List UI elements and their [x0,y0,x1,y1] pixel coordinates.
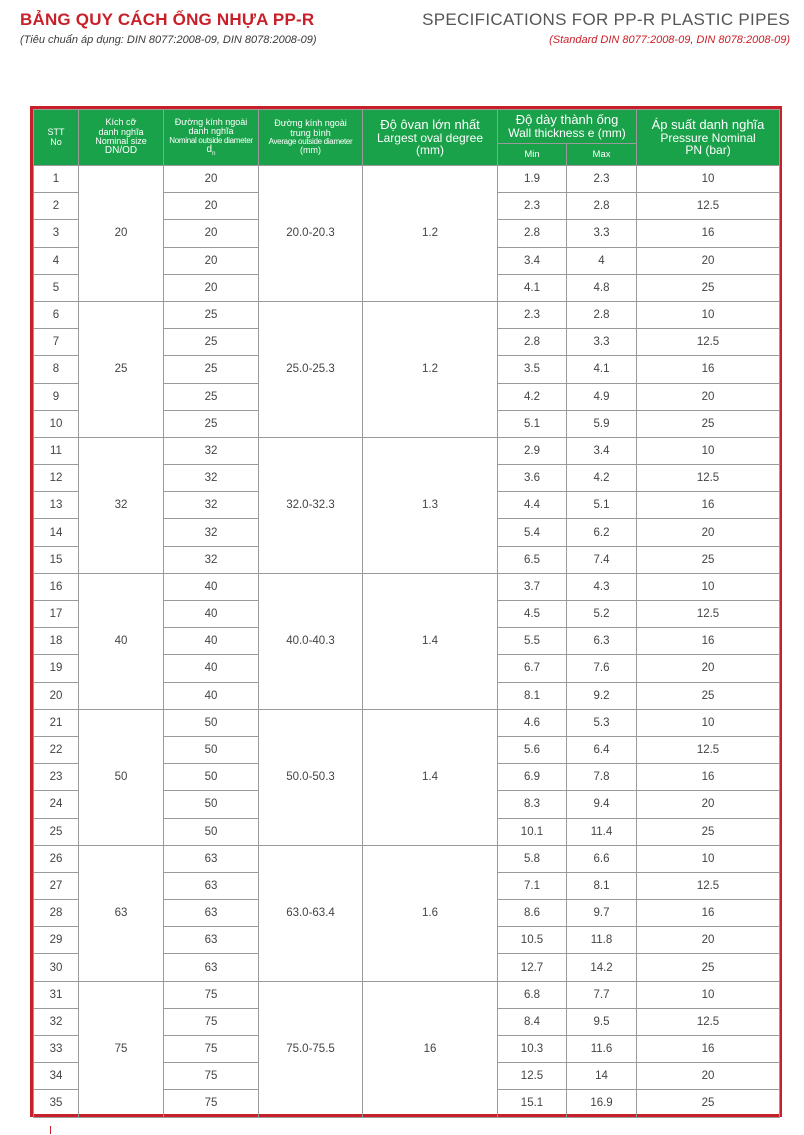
cell-outside-diameter: 25 [164,329,259,356]
cell-wall-min: 5.4 [498,519,567,546]
cell-wall-max: 7.4 [567,546,637,573]
cell-wall-min: 4.5 [498,601,567,628]
cell-outside-diameter: 50 [164,736,259,763]
spec-table [33,109,780,1118]
cell-wall-min: 3.5 [498,356,567,383]
header-wall-vi: Độ dày thành ống [515,112,619,128]
table-row [34,166,780,193]
cell-wall-max: 3.3 [567,329,637,356]
cell-pressure: 16 [637,764,780,791]
cell-pressure: 12.5 [637,1008,780,1035]
cell-outside-diameter: 50 [164,709,259,736]
cell-outside-diameter: 75 [164,1036,259,1063]
cell-wall-max: 6.3 [567,628,637,655]
cell-nominal-size: 32 [79,437,164,573]
cell-wall-min: 1.9 [498,166,567,193]
cell-outside-diameter: 32 [164,437,259,464]
header-average-vi-2: trung bình [290,127,331,138]
cell-outside-diameter: 40 [164,573,259,600]
cell-pressure: 16 [637,900,780,927]
header-pressure [637,110,780,166]
spec-table-body [34,166,780,1118]
cell-wall-min: 5.5 [498,628,567,655]
cell-wall-max: 3.3 [567,220,637,247]
cell-outside-diameter: 75 [164,981,259,1008]
header-outside-symbol: d [206,143,213,155]
cell-pressure: 16 [637,356,780,383]
cell-stt: 35 [34,1090,79,1117]
cell-outside-diameter: 20 [164,193,259,220]
cell-outside-diameter: 32 [164,546,259,573]
header-outside-vi-1: Đường kính ngoài [174,116,248,127]
cell-pressure: 25 [637,954,780,981]
cell-wall-max: 2.8 [567,193,637,220]
cell-wall-min: 5.1 [498,410,567,437]
cell-average-diameter: 32.0-32.3 [259,437,363,573]
cell-wall-min: 6.8 [498,981,567,1008]
cell-nominal-size: 20 [79,166,164,302]
header-wall-max: Max [567,144,637,166]
header-wall-thickness [498,110,637,144]
cell-wall-min: 4.4 [498,492,567,519]
cell-pressure: 20 [637,1063,780,1090]
cell-stt: 29 [34,927,79,954]
cell-outside-diameter: 25 [164,301,259,328]
cell-pressure: 10 [637,709,780,736]
cell-wall-min: 8.4 [498,1008,567,1035]
cell-outside-diameter: 40 [164,682,259,709]
page-title-en: SPECIFICATIONS FOR PP-R PLASTIC PIPES [422,10,790,29]
header-oval-degree [363,110,498,166]
cell-wall-max: 11.4 [567,818,637,845]
cell-pressure: 25 [637,274,780,301]
cell-stt: 26 [34,845,79,872]
cell-wall-max: 9.2 [567,682,637,709]
cell-wall-min: 12.5 [498,1063,567,1090]
header-pressure-vi: Áp suất danh nghĩa [651,117,765,133]
header-wall-min: Min [498,144,567,166]
cell-stt: 3 [34,220,79,247]
cell-outside-diameter: 32 [164,492,259,519]
cell-wall-max: 6.4 [567,736,637,763]
cell-wall-max: 5.3 [567,709,637,736]
cell-outside-diameter: 63 [164,872,259,899]
cell-stt: 2 [34,193,79,220]
cell-pressure: 20 [637,247,780,274]
cell-stt: 6 [34,301,79,328]
cell-stt: 9 [34,383,79,410]
header-stt [34,110,79,166]
cell-pressure: 25 [637,818,780,845]
cell-pressure: 25 [637,682,780,709]
cell-stt: 21 [34,709,79,736]
cell-stt: 1 [34,166,79,193]
cell-pressure: 25 [637,410,780,437]
cell-wall-min: 2.8 [498,329,567,356]
cell-pressure: 12.5 [637,601,780,628]
cell-stt: 4 [34,247,79,274]
cell-outside-diameter: 50 [164,818,259,845]
header-oval-vi: Độ ôvan lớn nhất [380,117,480,133]
cell-wall-max: 4.8 [567,274,637,301]
cell-pressure: 16 [637,220,780,247]
cell-average-diameter: 40.0-40.3 [259,573,363,709]
cell-pressure: 10 [637,981,780,1008]
cell-pressure: 10 [637,845,780,872]
cell-wall-min: 2.9 [498,437,567,464]
cell-pressure: 12.5 [637,736,780,763]
table-row [34,573,780,600]
cell-stt: 7 [34,329,79,356]
cell-average-diameter: 20.0-20.3 [259,166,363,302]
cell-wall-max: 11.8 [567,927,637,954]
cell-pressure: 20 [637,383,780,410]
cell-wall-min: 3.7 [498,573,567,600]
header-stt-en: No [50,136,62,147]
cell-stt: 10 [34,410,79,437]
cell-stt: 23 [34,764,79,791]
cell-wall-max: 16.9 [567,1090,637,1117]
cell-outside-diameter: 75 [164,1090,259,1117]
cell-outside-diameter: 40 [164,601,259,628]
cell-wall-min: 4.2 [498,383,567,410]
cell-wall-max: 9.5 [567,1008,637,1035]
cell-stt: 32 [34,1008,79,1035]
cell-stt: 18 [34,628,79,655]
cell-stt: 22 [34,736,79,763]
cell-wall-max: 8.1 [567,872,637,899]
cell-stt: 24 [34,791,79,818]
cell-oval-degree: 1.4 [363,573,498,709]
cell-oval-degree: 1.6 [363,845,498,981]
header-average-vi-1: Đường kính ngoài [274,118,347,129]
cell-average-diameter: 63.0-63.4 [259,845,363,981]
cell-stt: 8 [34,356,79,383]
cell-wall-min: 15.1 [498,1090,567,1117]
cell-average-diameter: 50.0-50.3 [259,709,363,845]
cell-stt: 28 [34,900,79,927]
cell-wall-max: 7.7 [567,981,637,1008]
header-stt-vi: STT [47,127,65,138]
cell-wall-min: 2.3 [498,301,567,328]
cell-pressure: 25 [637,546,780,573]
cell-stt: 12 [34,465,79,492]
cell-stt: 15 [34,546,79,573]
cell-stt: 14 [34,519,79,546]
cell-wall-min: 5.8 [498,845,567,872]
cell-pressure: 16 [637,628,780,655]
cell-outside-diameter: 50 [164,764,259,791]
table-row [34,845,780,872]
header-outside-vi-2: danh nghĩa [188,126,234,137]
cell-wall-min: 3.6 [498,465,567,492]
cell-stt: 33 [34,1036,79,1063]
cell-wall-max: 6.2 [567,519,637,546]
cell-pressure: 16 [637,492,780,519]
cell-wall-min: 8.6 [498,900,567,927]
cell-wall-min: 10.5 [498,927,567,954]
cell-wall-min: 6.5 [498,546,567,573]
cell-stt: 17 [34,601,79,628]
cell-pressure: 16 [637,1036,780,1063]
header-average-diameter [259,110,363,166]
cell-wall-min: 10.1 [498,818,567,845]
cell-outside-diameter: 75 [164,1008,259,1035]
cell-outside-diameter: 32 [164,465,259,492]
cell-stt: 20 [34,682,79,709]
cell-outside-diameter: 20 [164,220,259,247]
cell-stt: 5 [34,274,79,301]
cell-outside-diameter: 75 [164,1063,259,1090]
page-title-vi: BẢNG QUY CÁCH ỐNG NHỰA PP-R [20,10,315,29]
cell-oval-degree: 1.2 [363,166,498,302]
cell-wall-max: 7.8 [567,764,637,791]
cell-outside-diameter: 32 [164,519,259,546]
cell-pressure: 12.5 [637,872,780,899]
header-nominal-unit: DN/OD [104,145,138,157]
cell-stt: 31 [34,981,79,1008]
header-outside-diameter [164,110,259,166]
header-average-en: Average outside diameter [268,137,353,147]
cell-oval-degree: 16 [363,981,498,1117]
cell-wall-max: 9.4 [567,791,637,818]
cell-pressure: 20 [637,791,780,818]
header-nominal-en: Nominal size [95,135,147,146]
cell-stt: 25 [34,818,79,845]
cell-stt: 30 [34,954,79,981]
header-oval-unit: (mm) [416,143,444,158]
cell-stt: 16 [34,573,79,600]
table-row [34,301,780,328]
cell-pressure: 12.5 [637,465,780,492]
cell-wall-min: 4.1 [498,274,567,301]
cell-pressure: 12.5 [637,193,780,220]
cell-wall-max: 3.4 [567,437,637,464]
cell-wall-max: 14 [567,1063,637,1090]
cell-wall-min: 3.4 [498,247,567,274]
cell-nominal-size: 25 [79,301,164,437]
cell-outside-diameter: 50 [164,791,259,818]
cell-outside-diameter: 63 [164,900,259,927]
header-outside-subscript: n [212,150,216,157]
cell-pressure: 10 [637,573,780,600]
header-wall-en: Wall thickness e (mm) [508,126,626,141]
table-row [34,709,780,736]
cell-oval-degree: 1.4 [363,709,498,845]
cell-wall-max: 7.6 [567,655,637,682]
table-row [34,981,780,1008]
cell-wall-min: 5.6 [498,736,567,763]
cell-stt: 34 [34,1063,79,1090]
cell-wall-max: 11.6 [567,1036,637,1063]
cell-wall-max: 5.9 [567,410,637,437]
header-nominal-size [79,110,164,166]
cell-pressure: 20 [637,655,780,682]
cell-wall-max: 4.2 [567,465,637,492]
spec-table-frame [30,106,782,1117]
cell-wall-max: 2.3 [567,166,637,193]
cell-wall-max: 4 [567,247,637,274]
cell-wall-min: 2.3 [498,193,567,220]
cell-stt: 19 [34,655,79,682]
cell-wall-max: 4.9 [567,383,637,410]
cell-outside-diameter: 20 [164,166,259,193]
cell-wall-max: 5.2 [567,601,637,628]
cell-wall-max: 6.6 [567,845,637,872]
cell-pressure: 25 [637,1090,780,1117]
cell-outside-diameter: 20 [164,247,259,274]
header-pressure-unit: PN (bar) [685,143,731,158]
cell-outside-diameter: 20 [164,274,259,301]
cell-outside-diameter: 25 [164,356,259,383]
cell-nominal-size: 40 [79,573,164,709]
cell-outside-diameter: 40 [164,628,259,655]
cell-pressure: 20 [637,927,780,954]
cell-average-diameter: 25.0-25.3 [259,301,363,437]
cell-outside-diameter: 25 [164,410,259,437]
cell-outside-diameter: 63 [164,927,259,954]
cell-outside-diameter: 63 [164,954,259,981]
cell-wall-min: 10.3 [498,1036,567,1063]
cell-nominal-size: 75 [79,981,164,1117]
header-outside-en: Nominal outside diameter [169,135,253,145]
cell-oval-degree: 1.2 [363,301,498,437]
cell-pressure: 10 [637,301,780,328]
cell-outside-diameter: 63 [164,845,259,872]
cell-pressure: 10 [637,437,780,464]
standard-note-en: (Standard DIN 8077:2008-09, DIN 8078:2008-09) [549,34,790,46]
cell-pressure: 12.5 [637,329,780,356]
cell-wall-min: 8.1 [498,682,567,709]
header-pressure-en: Pressure Nominal [660,130,756,145]
cell-stt: 27 [34,872,79,899]
cell-wall-min: 7.1 [498,872,567,899]
header-nominal-vi-2: danh nghĩa [98,126,144,137]
standard-note-vi: (Tiêu chuẩn áp dụng: DIN 8077:2008-09, DIN 8078:2008-09) [20,34,317,46]
cell-outside-diameter: 25 [164,383,259,410]
cell-wall-max: 9.7 [567,900,637,927]
cell-wall-min: 6.7 [498,655,567,682]
cell-wall-min: 12.7 [498,954,567,981]
cell-wall-min: 8.3 [498,791,567,818]
header-average-unit: (mm) [300,145,321,156]
footer-mark [50,1126,51,1134]
cell-oval-degree: 1.3 [363,437,498,573]
cell-wall-max: 4.3 [567,573,637,600]
cell-wall-max: 14.2 [567,954,637,981]
cell-wall-max: 5.1 [567,492,637,519]
cell-wall-max: 2.8 [567,301,637,328]
table-row [34,437,780,464]
cell-wall-max: 4.1 [567,356,637,383]
cell-stt: 13 [34,492,79,519]
cell-wall-min: 6.9 [498,764,567,791]
cell-pressure: 10 [637,166,780,193]
cell-nominal-size: 63 [79,845,164,981]
cell-average-diameter: 75.0-75.5 [259,981,363,1117]
header-oval-en: Largest oval degree [376,130,484,145]
cell-nominal-size: 50 [79,709,164,845]
cell-wall-min: 4.6 [498,709,567,736]
cell-stt: 11 [34,437,79,464]
cell-pressure: 20 [637,519,780,546]
cell-wall-min: 2.8 [498,220,567,247]
cell-outside-diameter: 40 [164,655,259,682]
header-nominal-vi-1: Kích cỡ [105,117,137,128]
